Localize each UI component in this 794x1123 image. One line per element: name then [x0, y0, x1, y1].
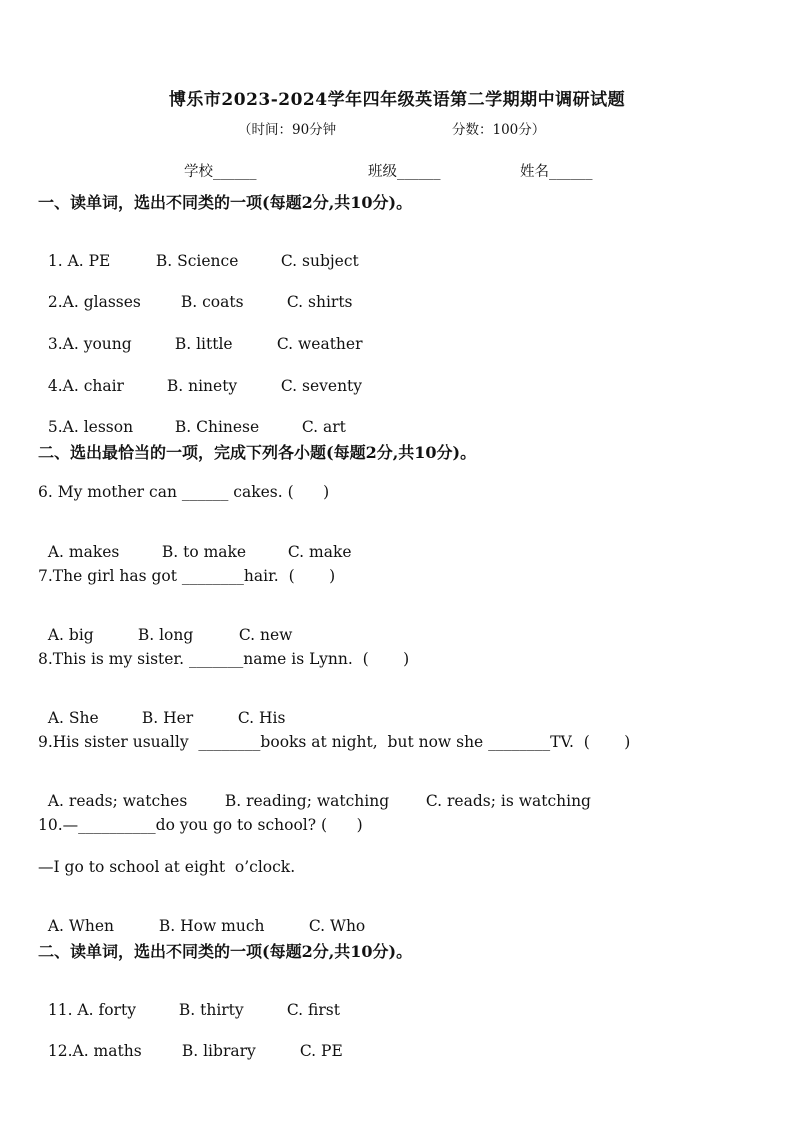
school-field[interactable]: 学校______: [184, 164, 257, 180]
question-9: 9.His sister usually ________books at night, but now she ________TV. ( ): [38, 733, 631, 751]
q11-option-c: C. first: [286, 1001, 340, 1019]
exam-time: （时间：90分钟: [238, 122, 337, 138]
q7-option-b: B. long: [137, 626, 194, 644]
q8-option-b: B. Her: [141, 709, 194, 727]
question-4: [38, 359, 362, 395]
question-10-answer: —I go to school at eight o’clock.: [38, 858, 296, 876]
question-2: [38, 275, 353, 311]
section-heading: 二、读单词，选出不同类的一项(每题2分,共10分)。: [38, 942, 413, 961]
page-title: 博乐市2023-2024学年四年级英语第二学期期中调研试题: [168, 90, 626, 110]
q12-option-a: 12.A. maths: [47, 1042, 142, 1060]
q9-option-a: A. reads; watches: [47, 792, 188, 810]
q4-option-a: 4.A. chair: [47, 377, 124, 395]
q1-option-c: C. subject: [280, 252, 359, 270]
q9-option-b: B. reading; watching: [224, 792, 390, 810]
question-12: [38, 1024, 343, 1060]
q6-option-b: B. to make: [161, 543, 247, 561]
question-7-options: [38, 608, 292, 644]
q2-option-b: B. coats: [180, 293, 244, 311]
question-1: [38, 234, 359, 270]
question-7: 7.The girl has got ________hair. ( ): [38, 567, 336, 585]
q8-option-a: A. She: [47, 709, 99, 727]
q5-option-a: 5.A. lesson: [47, 418, 134, 436]
name-field[interactable]: 姓名______: [520, 164, 593, 180]
question-5: [38, 400, 346, 436]
question-3: [38, 317, 363, 353]
q10-option-b: B. How much: [158, 917, 265, 935]
q7-option-c: C. new: [238, 626, 293, 644]
question-11: [38, 983, 340, 1019]
section-heading: 一、读单词，选出不同类的一项(每题2分,共10分)。: [38, 193, 413, 212]
question-9-options: [38, 774, 591, 810]
q2-option-c: C. shirts: [286, 293, 353, 311]
class-field[interactable]: 班级______: [368, 164, 441, 180]
q1-option-b: B. Science: [155, 252, 239, 270]
q4-option-b: B. ninety: [166, 377, 238, 395]
q11-option-a: 11. A. forty: [47, 1001, 136, 1019]
q3-option-a: 3.A. young: [47, 335, 132, 353]
question-10-options: [38, 899, 365, 935]
q1-option-a: 1. A. PE: [47, 252, 111, 270]
q8-option-c: C. His: [237, 709, 286, 727]
q4-option-c: C. seventy: [280, 377, 363, 395]
question-8-options: [38, 691, 285, 727]
question-10: 10.—__________do you go to school? ( ): [38, 816, 363, 834]
question-8: 8.This is my sister. _______name is Lynn. ( ): [38, 650, 410, 668]
question-6: 6. My mother can ______ cakes. ( ): [38, 483, 330, 501]
q3-option-b: B. little: [174, 335, 233, 353]
q11-option-b: B. thirty: [178, 1001, 244, 1019]
q10-option-a: A. When: [47, 917, 114, 935]
q5-option-b: B. Chinese: [174, 418, 260, 436]
question-6-options: [38, 525, 352, 561]
q12-option-c: C. PE: [299, 1042, 343, 1060]
q5-option-c: C. art: [301, 418, 346, 436]
q10-option-c: C. Who: [308, 917, 366, 935]
q12-option-b: B. library: [181, 1042, 256, 1060]
q6-option-c: C. make: [287, 543, 352, 561]
exam-score: 分数：100分）: [452, 122, 546, 138]
section-heading: 二、选出最恰当的一项，完成下列各小题(每题2分,共10分)。: [38, 443, 477, 462]
q2-option-a: 2.A. glasses: [47, 293, 141, 311]
q6-option-a: A. makes: [47, 543, 120, 561]
q7-option-a: A. big: [47, 626, 94, 644]
q9-option-c: C. reads; is watching: [425, 792, 591, 810]
q3-option-c: C. weather: [276, 335, 363, 353]
